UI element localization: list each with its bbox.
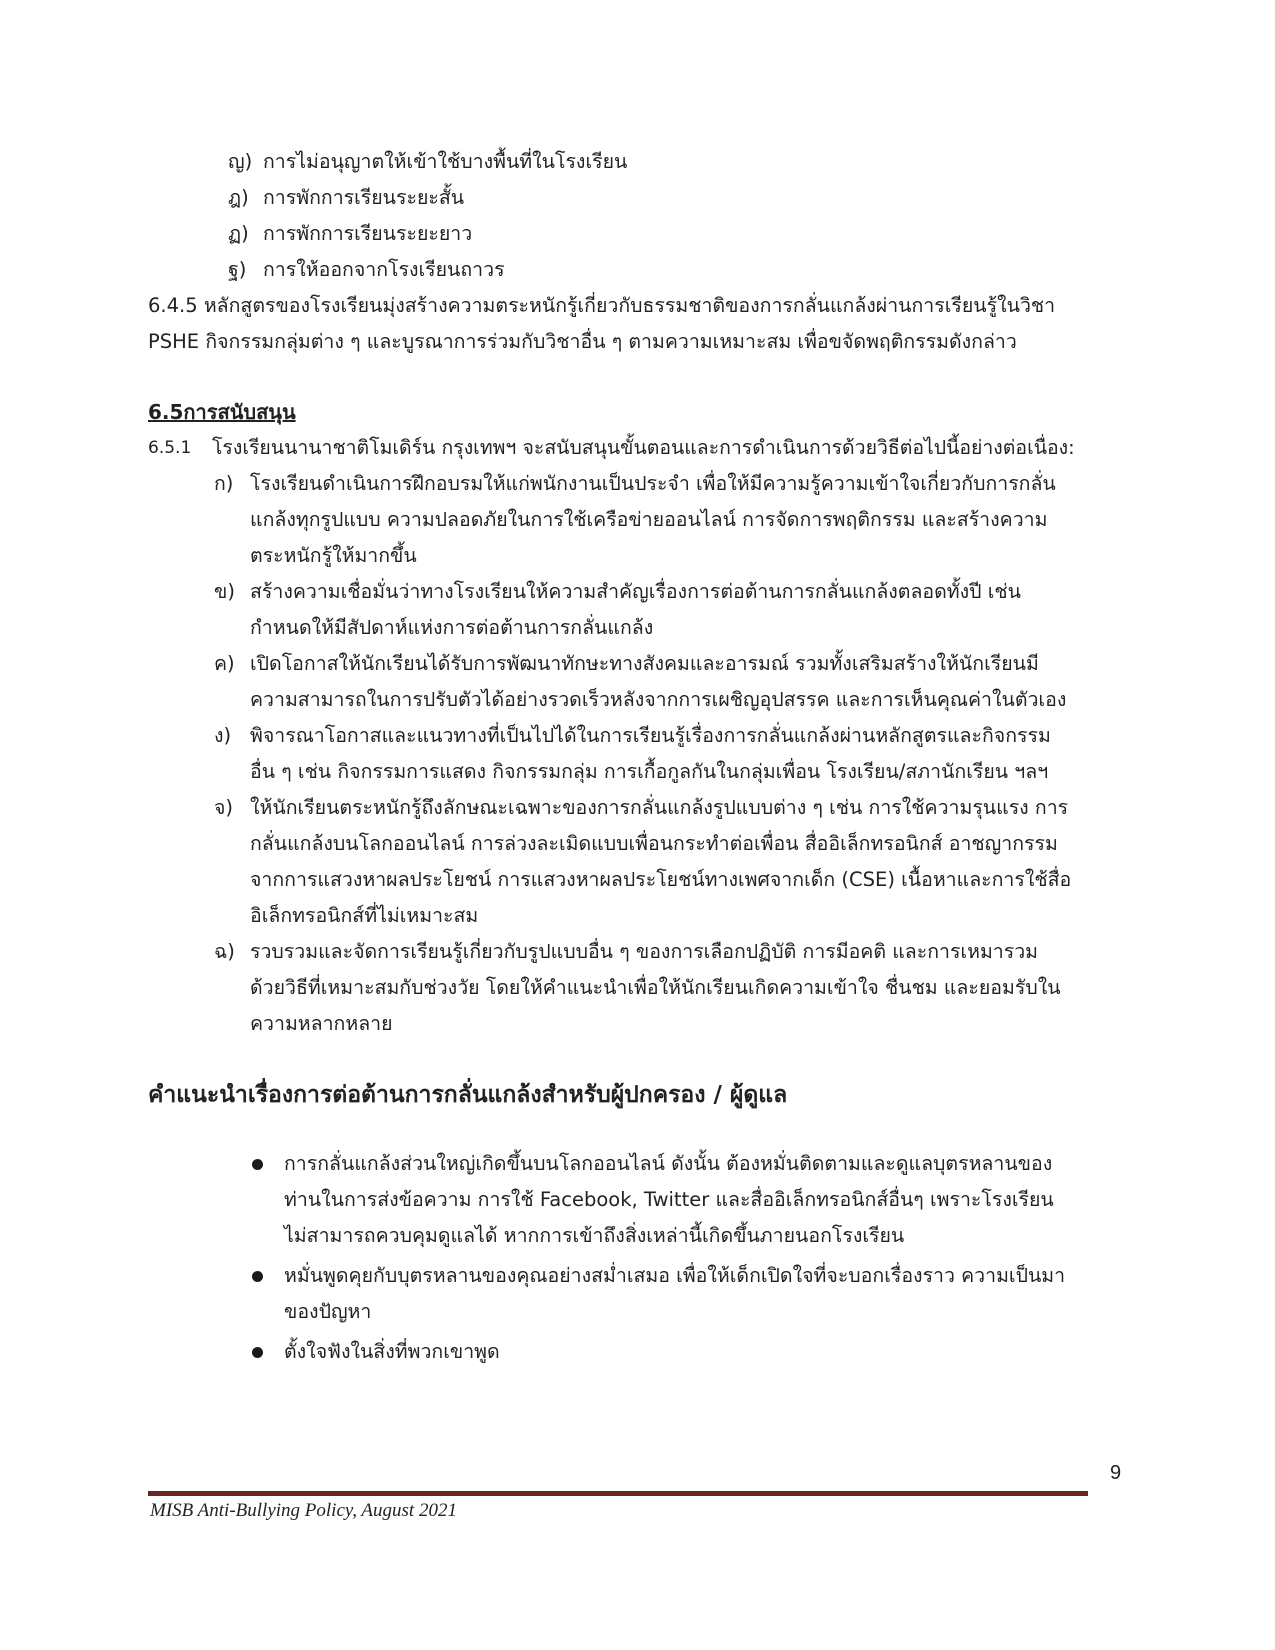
subitem-line: รวบรวมและจัดการเรียนรู้เกี่ยวกับรูปแบบอื่น ๆ ของการเลือกปฏิบัติ การมีอคติ และการเหมารวม (250, 940, 1039, 963)
paragraph-line: 6.4.5 หลักสูตรของโรงเรียนมุ่งสร้างความตระหนักรู้เกี่ยวกับธรรมชาติของการกลั่นแกล้งผ่านการเรียนรู้ในวิชา (148, 294, 1056, 317)
subitem-line: ความหลากหลาย (250, 1012, 393, 1035)
subitem-marker: ข) (214, 580, 235, 603)
footer-rule (148, 1491, 1088, 1496)
list-marker: ฐ) (228, 258, 247, 281)
subitem-line: กลั่นแกล้งบนโลกออนไลน์ การล่วงละเมิดแบบเพื่อนกระทำต่อเพื่อน สื่ออิเล็กทรอนิกส์ อาชญากรรม (250, 832, 1058, 855)
paragraph-line: PSHE กิจกรรมกลุ่มต่าง ๆ และบูรณาการร่วมกับวิชาอื่น ๆ ตามความเหมาะสม เพื่อขจัดพฤติกรรมดังกล่าว (148, 330, 1017, 353)
subitem-line: พิจารณาโอกาสและแนวทางที่เป็นไปได้ในการเรียนรู้เรื่องการกลั่นแกล้งผ่านหลักสูตรและกิจกรรม (250, 724, 1051, 747)
list-item: การไม่อนุญาตให้เข้าใช้บางพื้นที่ในโรงเรียน (263, 150, 628, 173)
page-number: 9 (1110, 1462, 1122, 1484)
subitem-marker: ค) (214, 652, 235, 675)
item-text: โรงเรียนนานาชาติโมเดิร์น กรุงเทพฯ จะสนับสนุนขั้นตอนและการดำเนินการด้วยวิธีต่อไปนี้อย่างต่อเนื่อง: (212, 436, 1075, 459)
bullet-icon (252, 1159, 263, 1170)
bullet-line: ไม่สามารถควบคุมดูแลได้ หากการเข้าถึงสิ่งเหล่านี้เกิดขึ้นภายนอกโรงเรียน (284, 1224, 905, 1247)
subitem-line: ตระหนักรู้ให้มากขึ้น (250, 544, 417, 567)
subitem-line: กำหนดให้มีสัปดาห์แห่งการต่อต้านการกลั่นแกล้ง (250, 616, 654, 639)
subitem-line: ด้วยวิธีที่เหมาะสมกับช่วงวัย โดยให้คำแนะนำเพื่อให้นักเรียนเกิดความเข้าใจ ชื่นชม และยอมรับใน (250, 976, 1061, 999)
list-marker: ฎ) (228, 186, 249, 209)
bullet-line: ของปัญหา (284, 1300, 372, 1323)
subitem-line: อิเล็กทรอนิกส์ที่ไม่เหมาะสม (250, 904, 479, 927)
subitem-marker: จ) (214, 796, 234, 819)
subitem-line: เปิดโอกาสให้นักเรียนได้รับการพัฒนาทักษะทางสังคมและอารมณ์ รวมทั้งเสริมสร้างให้นักเรียนมี (250, 652, 1039, 675)
bullet-icon (252, 1271, 263, 1282)
subitem-line: อื่น ๆ เช่น กิจกรรมการแสดง กิจกรรมกลุ่ม การเกื้อกูลกันในกลุ่มเพื่อน โรงเรียน/สภานักเรียน ฯลฯ (250, 760, 1049, 783)
bullet-line: หมั่นพูดคุยกับบุตรหลานของคุณอย่างสม่ำเสมอ เพื่อให้เด็กเปิดใจที่จะบอกเรื่องราว ความเป็นมา (284, 1264, 1066, 1287)
subitem-line: แกล้งทุกรูปแบบ ความปลอดภัยในการใช้เครือข่ายออนไลน์ การจัดการพฤติกรรม และสร้างความ (250, 508, 1048, 531)
subitem-line: จากการแสวงหาผลประโยชน์ การแสวงหาผลประโยชน์ทางเพศจากเด็ก (CSE) เนื้อหาและการใช้สื่อ (250, 868, 1072, 891)
list-marker: ฏ) (228, 222, 249, 245)
subitem-line: ความสามารถในการปรับตัวได้อย่างรวดเร็วหลังจากการเผชิญอุปสรรค และการเห็นคุณค่าในตัวเอง (250, 688, 1067, 711)
advice-heading: คำแนะนำเรื่องการต่อต้านการกลั่นแกล้งสำหรับผู้ปกครอง / ผู้ดูแล (148, 1082, 788, 1108)
subitem-marker: ง) (214, 724, 232, 747)
item-number: 6.5.1 (148, 438, 192, 458)
subitem-line: ให้นักเรียนตระหนักรู้ถึงลักษณะเฉพาะของการกลั่นแกล้งรูปแบบต่าง ๆ เช่น การใช้ความรุนแรง การ (250, 796, 1069, 819)
section-heading-6-5: 6.5การสนับสนุน (148, 400, 296, 424)
list-item: การพักการเรียนระยะยาว (263, 222, 473, 245)
subitem-marker: ฉ) (214, 940, 235, 963)
bullet-line: การกลั่นแกล้งส่วนใหญ่เกิดขึ้นบนโลกออนไลน์ ดังนั้น ต้องหมั่นติดตามและดูแลบุตรหลานของ (284, 1152, 1053, 1175)
bullet-icon (252, 1347, 263, 1358)
bullet-line: ท่านในการส่งข้อความ การใช้ Facebook, Twitter และสื่ออิเล็กทรอนิกส์อื่นๆ เพราะโรงเรียน (284, 1188, 1054, 1211)
subitem-line: โรงเรียนดำเนินการฝึกอบรมให้แก่พนักงานเป็นประจำ เพื่อให้มีความรู้ความเข้าใจเกี่ยวกับการกลั่น (250, 472, 1056, 495)
subitem-line: สร้างความเชื่อมั่นว่าทางโรงเรียนให้ความสำคัญเรื่องการต่อต้านการกลั่นแกล้งตลอดทั้งปี เช่น (250, 580, 1021, 603)
footer-title: MISB Anti-Bullying Policy, August 2021 (150, 1500, 457, 1521)
bullet-line: ตั้งใจฟังในสิ่งที่พวกเขาพูด (284, 1340, 500, 1363)
subitem-marker: ก) (214, 472, 234, 495)
list-item: การให้ออกจากโรงเรียนถาวร (263, 258, 505, 281)
list-item: การพักการเรียนระยะสั้น (263, 186, 465, 209)
list-marker: ญ) (228, 150, 253, 173)
